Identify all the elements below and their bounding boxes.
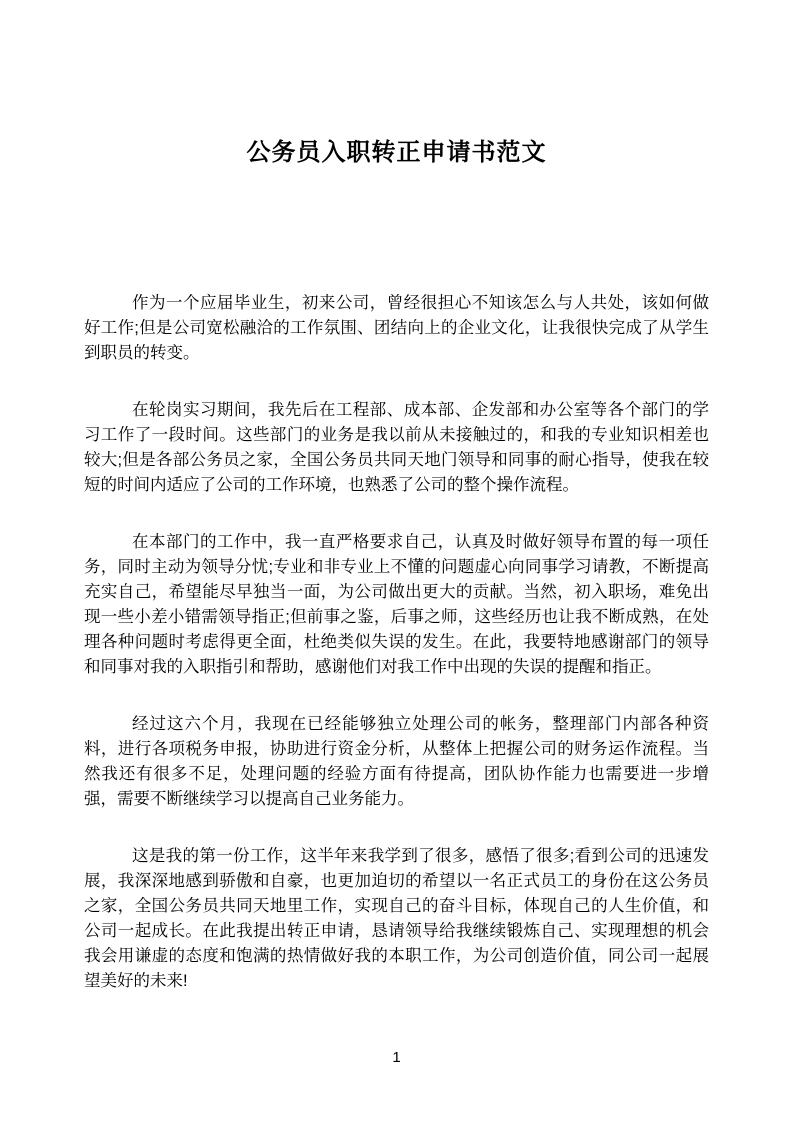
page-number: 1 <box>392 1049 401 1066</box>
paragraph-six-months-progress: 经过这六个月，我现在已经能够独立处理公司的帐务，整理部门内部各种资料，进行各项税务申报，协助进行资金分析，从整体上把握公司的财务运作流程。当然我还有很多不足，处理问题的经验方面有待提高，团队协作能力也需要进一步增强，需要不断继续学习以提高自己业务能力。 <box>84 715 709 808</box>
document-body <box>84 291 709 1026</box>
document-title: 公务员入职转正申请书范文 <box>246 139 547 166</box>
paragraph-intro: 作为一个应届毕业生，初来公司，曾经很担心不知该怎么与人共处，该如何做好工作;但是公司宽松融洽的工作氛围、团结向上的企业文化，让我很快完成了从学生到职员的转变。 <box>84 294 709 362</box>
paragraph-application-request: 这是我的第一份工作，这半年来我学到了很多，感悟了很多;看到公司的迅速发展，我深深地感到骄傲和自豪，也更加迫切的希望以一名正式员工的身份在这公务员之家，全国公务员共同天地里工作，实现自己的奋斗目标，体现自己的人生价值，和公司一起成长。在此我提出转正申请，恳请领导给我继续锻炼自己、实现理想的机会我会用谦虚的态度和饱满的热情做好我的本职工作，为公司创造价值，同公司一起展望美好的未来! <box>84 847 709 990</box>
paragraph-department-work: 在本部门的工作中，我一直严格要求自己，认真及时做好领导布置的每一项任务，同时主动为领导分忧;专业和非专业上不懂的问题虚心向同事学习请教，不断提高充实自己，希望能尽早独当一面，为公司做出更大的贡献。当然，初入职场，难免出现一些小差小错需领导指正;但前事之鉴，后事之师，这些经历也让我不断成熟，在处理各种问题时考虑得更全面，杜绝类似失误的发生。在此，我要特地感谢部门的领导和同事对我的入职指引和帮助，感谢他们对我工作中出现的失误的提醒和指正。 <box>84 533 709 676</box>
paragraph-rotation-internship: 在轮岗实习期间，我先后在工程部、成本部、企发部和办公室等各个部门的学习工作了一段时间。这些部门的业务是我以前从未接触过的，和我的专业知识相差也较大;但是各部公务员之家，全国公务员共同天地门领导和同事的耐心指导，使我在较短的时间内适应了公司的工作环境，也熟悉了公司的整个操作流程。 <box>84 401 709 494</box>
